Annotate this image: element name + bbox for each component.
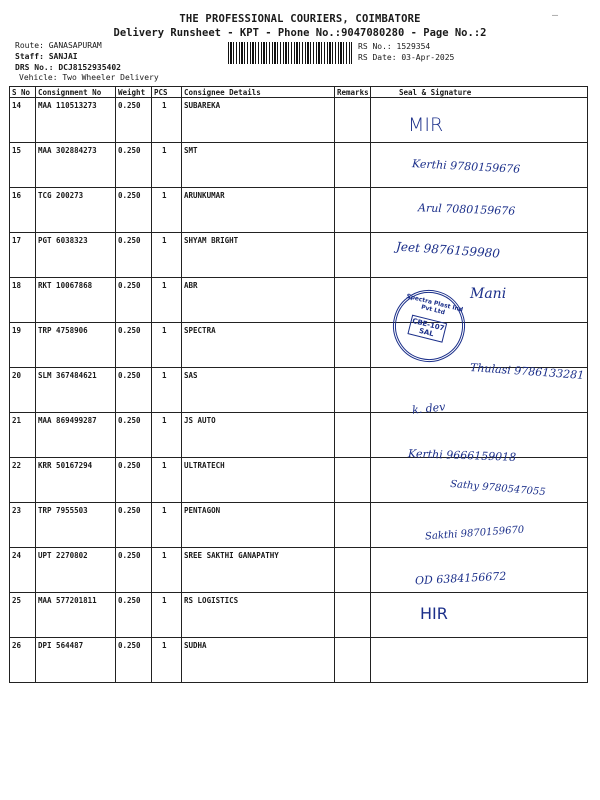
cell-pcs: 1 xyxy=(152,98,182,143)
cell-consignment: TRP 7955503 xyxy=(36,503,116,548)
cell-sno: 22 xyxy=(10,458,36,503)
barcode xyxy=(228,42,352,64)
cell-consignee: SPECTRA xyxy=(182,323,335,368)
table-row xyxy=(10,638,588,683)
signature-row-18: Mani xyxy=(470,286,507,302)
cell-weight: 0.250 xyxy=(116,548,152,593)
signature-row-16: Arul 7080159676 xyxy=(417,201,516,218)
cell-consignment: PGT 6038323 xyxy=(36,233,116,278)
cell-remarks xyxy=(335,278,371,323)
cell-sno: 25 xyxy=(10,593,36,638)
col-remarks: Remarks xyxy=(335,87,371,98)
cell-pcs: 1 xyxy=(152,323,182,368)
signature-row-24: Sakthi 9870159670 xyxy=(424,524,525,543)
cell-signature xyxy=(371,638,588,683)
cell-consignee: SREE SAKTHI GANAPATHY xyxy=(182,548,335,593)
stamp-ring-text: Spectra Plast Ind Pvt Ltd xyxy=(405,292,464,317)
cell-pcs: 1 xyxy=(152,278,182,323)
rs-date: RS Date: 03-Apr-2025 xyxy=(358,53,455,62)
cell-consignee: PENTAGON xyxy=(182,503,335,548)
cell-remarks xyxy=(335,98,371,143)
signature-row-26: HIR xyxy=(420,604,448,623)
cell-remarks xyxy=(335,233,371,278)
col-pcs: PCS xyxy=(152,87,182,98)
stamp-center-text: CBE-107 SAL xyxy=(407,315,447,343)
cell-consignee: RS LOGISTICS xyxy=(182,593,335,638)
cell-consignment: MAA 110513273 xyxy=(36,98,116,143)
cell-consignment: KRR 50167294 xyxy=(36,458,116,503)
cell-signature xyxy=(371,503,588,548)
vehicle-label: Vehicle: Two Wheeler Delivery xyxy=(19,73,159,82)
cell-weight: 0.250 xyxy=(116,278,152,323)
cell-remarks xyxy=(335,593,371,638)
cell-sno: 21 xyxy=(10,413,36,458)
document-title: THE PROFESSIONAL COURIERS, COIMBATORE xyxy=(179,13,421,25)
cell-pcs: 1 xyxy=(152,143,182,188)
cell-sno: 17 xyxy=(10,233,36,278)
cell-remarks xyxy=(335,638,371,683)
col-consignee: Consignee Details xyxy=(182,87,335,98)
signature-row-21: k. dev xyxy=(411,400,447,417)
cell-pcs: 1 xyxy=(152,368,182,413)
cell-remarks xyxy=(335,323,371,368)
cell-pcs: 1 xyxy=(152,413,182,458)
cell-sno: 18 xyxy=(10,278,36,323)
signature-row-15: Kerthi 9780159676 xyxy=(411,157,521,176)
signature-row-14: MIR xyxy=(408,114,444,136)
corner-tick-icon: — xyxy=(551,10,558,21)
rs-number: RS No.: 1529354 xyxy=(358,42,431,51)
cell-pcs: 1 xyxy=(152,188,182,233)
signature-row-22: Kerthi 9666159018 xyxy=(407,447,517,464)
cell-pcs: 1 xyxy=(152,638,182,683)
cell-pcs: 1 xyxy=(152,458,182,503)
cell-signature xyxy=(371,593,588,638)
cell-consignee: SUDHA xyxy=(182,638,335,683)
signature-row-23: Sathy 9780547055 xyxy=(449,478,547,499)
cell-consignment: MAA 577201811 xyxy=(36,593,116,638)
cell-consignee: JS AUTO xyxy=(182,413,335,458)
cell-remarks xyxy=(335,143,371,188)
cell-weight: 0.250 xyxy=(116,413,152,458)
cell-pcs: 1 xyxy=(152,233,182,278)
table-row xyxy=(10,503,588,548)
signature-row-17: Jeet 9876159980 xyxy=(395,239,501,261)
cell-consignee: SAS xyxy=(182,368,335,413)
cell-consignment: UPT 2270802 xyxy=(36,548,116,593)
route-label: Route: GANASAPURAM xyxy=(15,41,102,50)
cell-pcs: 1 xyxy=(152,503,182,548)
cell-consignee: SMT xyxy=(182,143,335,188)
cell-remarks xyxy=(335,188,371,233)
cell-weight: 0.250 xyxy=(116,593,152,638)
cell-consignee: ARUNKUMAR xyxy=(182,188,335,233)
cell-signature xyxy=(371,458,588,503)
cell-pcs: 1 xyxy=(152,593,182,638)
cell-pcs: 1 xyxy=(152,548,182,593)
col-sno: S No xyxy=(10,87,36,98)
cell-consignment: SLM 367484621 xyxy=(36,368,116,413)
drs-label: DRS No.: DCJ8152935402 xyxy=(15,63,121,72)
signature-row-25: OD 6384156672 xyxy=(414,569,507,588)
cell-consignment: MAA 302884273 xyxy=(36,143,116,188)
cell-sno: 14 xyxy=(10,98,36,143)
cell-sno: 15 xyxy=(10,143,36,188)
cell-consignee: ABR xyxy=(182,278,335,323)
cell-weight: 0.250 xyxy=(116,188,152,233)
table-row xyxy=(10,458,588,503)
table-row xyxy=(10,233,588,278)
cell-consignment: DPI 564487 xyxy=(36,638,116,683)
col-weight: Weight xyxy=(116,87,152,98)
cell-sno: 16 xyxy=(10,188,36,233)
cell-signature xyxy=(371,98,588,143)
cell-sno: 26 xyxy=(10,638,36,683)
cell-weight: 0.250 xyxy=(116,458,152,503)
cell-sno: 20 xyxy=(10,368,36,413)
cell-remarks xyxy=(335,548,371,593)
cell-weight: 0.250 xyxy=(116,368,152,413)
cell-sno: 23 xyxy=(10,503,36,548)
cell-weight: 0.250 xyxy=(116,323,152,368)
table-row xyxy=(10,323,588,368)
cell-weight: 0.250 xyxy=(116,98,152,143)
cell-remarks xyxy=(335,503,371,548)
cell-weight: 0.250 xyxy=(116,638,152,683)
table-row xyxy=(10,98,588,143)
cell-remarks xyxy=(335,413,371,458)
staff-label: Staff: SANJAI xyxy=(15,52,78,61)
col-signature: Seal & Signature xyxy=(371,87,588,98)
cell-weight: 0.250 xyxy=(116,503,152,548)
table-row xyxy=(10,593,588,638)
cell-weight: 0.250 xyxy=(116,233,152,278)
table-header-row xyxy=(10,87,588,98)
runsheet-table xyxy=(9,86,588,683)
document-subtitle: Delivery Runsheet - KPT - Phone No.:9047080280 - Page No.:2 xyxy=(113,27,487,39)
cell-consignee: SUBAREKA xyxy=(182,98,335,143)
cell-consignment: MAA 869499287 xyxy=(36,413,116,458)
cell-remarks xyxy=(335,368,371,413)
col-consignment: Consignment No xyxy=(36,87,116,98)
cell-consignment: TCG 200273 xyxy=(36,188,116,233)
cell-consignee: SHYAM BRIGHT xyxy=(182,233,335,278)
signature-row-20: Thulasi 9786133281 xyxy=(469,361,585,382)
cell-weight: 0.250 xyxy=(116,143,152,188)
cell-consignment: TRP 4758906 xyxy=(36,323,116,368)
cell-sno: 24 xyxy=(10,548,36,593)
cell-sno: 19 xyxy=(10,323,36,368)
cell-remarks xyxy=(335,458,371,503)
cell-consignee: ULTRATECH xyxy=(182,458,335,503)
cell-consignment: RKT 10067868 xyxy=(36,278,116,323)
